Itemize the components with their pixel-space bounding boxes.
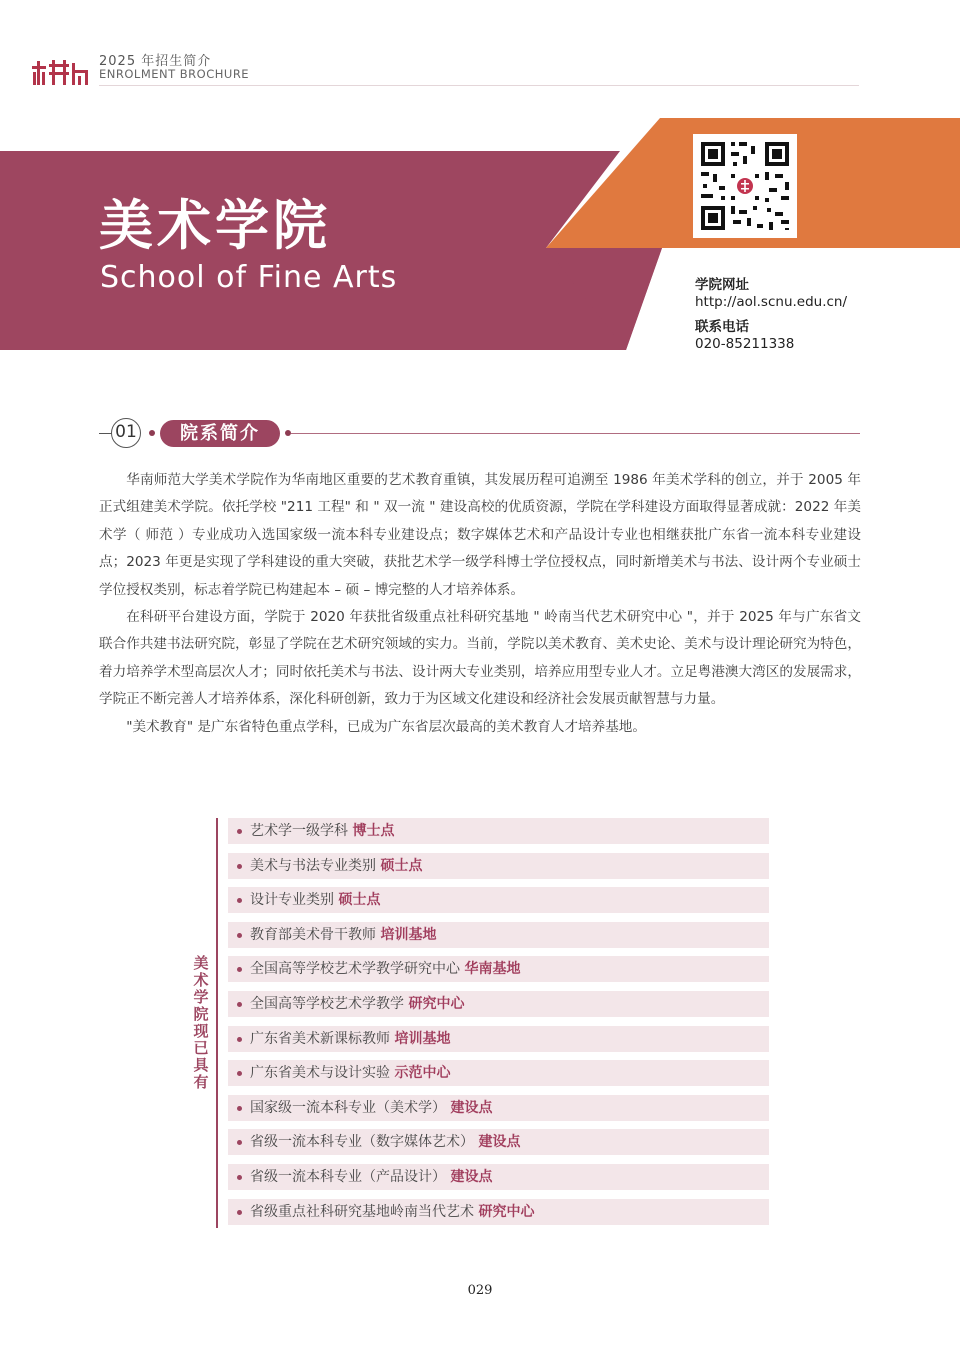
bullet-icon (237, 933, 242, 938)
item-text: 全国高等学校艺术学教学研究中心 (250, 961, 460, 978)
intro-text (99, 467, 861, 741)
section-number: 01 (111, 418, 141, 448)
bullet-icon (237, 1002, 242, 1007)
list-item (228, 887, 769, 913)
item-highlight: 研究中心 (478, 1203, 535, 1220)
item-text: 全国高等学校艺术学教学 (250, 995, 404, 1012)
item-highlight: 建设点 (478, 1134, 521, 1151)
item-text: 广东省美术新课标教师 (250, 1030, 390, 1047)
item-text: 教育部美术骨干教师 (250, 926, 376, 943)
item-highlight: 示范中心 (394, 1065, 451, 1082)
qr-code-icon[interactable] (693, 134, 797, 238)
bullet-icon (237, 1037, 242, 1042)
bullet-icon (237, 1210, 242, 1215)
item-text: 省级一流本科专业（产品设计） (250, 1168, 446, 1185)
college-title-cn: 美术学院 (99, 193, 331, 257)
bullet-icon (237, 864, 242, 869)
item-text: 广东省美术与设计实验 (250, 1065, 390, 1082)
intro-paragraph: 华南师范大学美术学院作为华南地区重要的艺术教育重镇，其发展历程可追溯至 1986 年美术学科的创立，并于 2005 年正式组建美术学院。依托学校 "211 工程" 和 " 双一流 " 建设高校的优质资源，学院在学科建设方面取得显著成就：2022 年美术学（ 师范 ）专业成功入选国家级一流本科专业建设点；数字媒体艺术和产品设计专业也相继获批广东省一流本科专业建设点；2023 年更是实现了学科建设的重大突破，获批艺术学一级学科博士学位授权点，同时新增美术与书法、设计两个专业硕士学位授权类别，标志着学院已构建起本 – 硕 – 博完整的人才培养体系。 (99, 472, 861, 598)
bullet-icon (237, 1106, 242, 1111)
header-divider (99, 85, 859, 86)
website-url[interactable]: http://aol.scnu.edu.cn/ (695, 294, 848, 310)
item-text: 省级重点社科研究基地岭南当代艺术 (250, 1203, 474, 1220)
bullet-icon (237, 1071, 242, 1076)
website-label: 学院网址 (695, 277, 749, 293)
list-vertical-label: 美术学院现已具有 (193, 954, 209, 1091)
item-highlight: 华南基地 (464, 961, 521, 978)
item-highlight: 培训基地 (380, 926, 437, 943)
list-item (228, 1060, 769, 1086)
phone-number: 020-85211338 (695, 336, 795, 352)
bullet-icon (237, 1175, 242, 1180)
list-item (228, 1026, 769, 1052)
list-rule (216, 818, 218, 1228)
phone-label: 联系电话 (695, 319, 749, 335)
item-text: 美术与书法专业类别 (250, 857, 376, 874)
list-item (228, 922, 769, 948)
list-item (228, 818, 769, 844)
bullet-icon (237, 1140, 242, 1145)
list-item (228, 991, 769, 1017)
item-highlight: 建设点 (450, 1168, 493, 1185)
list-item (228, 956, 769, 982)
item-highlight: 建设点 (450, 1099, 493, 1116)
college-title-en: School of Fine Arts (100, 260, 398, 295)
item-highlight: 硕士点 (380, 857, 423, 874)
section-dot (149, 430, 155, 436)
page-number: 029 (467, 1283, 493, 1298)
section-title: 院系简介 (160, 420, 280, 447)
bullet-icon (237, 829, 242, 834)
item-highlight: 培训基地 (394, 1030, 451, 1047)
section-rule-right (291, 433, 860, 434)
list-item (228, 1164, 769, 1190)
item-highlight: 研究中心 (408, 995, 465, 1012)
item-text: 设计专业类别 (250, 892, 334, 909)
item-text: 国家级一流本科专业（美术学） (250, 1099, 446, 1116)
list-item (228, 853, 769, 879)
item-text: 省级一流本科专业（数字媒体艺术） (250, 1134, 474, 1151)
school-logo (32, 60, 90, 86)
item-text: 艺术学一级学科 (250, 823, 348, 839)
bullet-icon (237, 967, 242, 972)
item-highlight: 硕士点 (338, 892, 381, 909)
intro-paragraph: 在科研平台建设方面，学院于 2020 年获批省级重点社科研究基地 " 岭南当代艺术研究中心 "，并于 2025 年与广东省文联合作共建书法研究院，彰显了学院在艺术研究领域的实力。当前，学院以美术教育、美术史论、美术与设计理论研究为特色，着力培养学术型高层次人才；同时依托美术与书法、设计两大专业类别，培养应用型专业人才。立足粤港澳大湾区的发展需求，学院正不断完善人才培养体系，深化科研创新，致力于为区域文化建设和经济社会发展贡献智慧与力量。 (99, 609, 861, 708)
intro-paragraph: "美术教育" 是广东省特色重点学科，已成为广东省层次最高的美术教育人才培养基地。 (126, 718, 646, 735)
bullet-icon (237, 898, 242, 903)
list-item (228, 1199, 769, 1225)
item-highlight: 博士点 (352, 823, 395, 839)
brochure-title-en: ENROLMENT BROCHURE (99, 67, 250, 81)
brochure-title-cn: 2025 年招生简介 (99, 54, 212, 69)
list-item (228, 1129, 769, 1155)
achievement-list (228, 818, 769, 1233)
list-item (228, 1095, 769, 1121)
